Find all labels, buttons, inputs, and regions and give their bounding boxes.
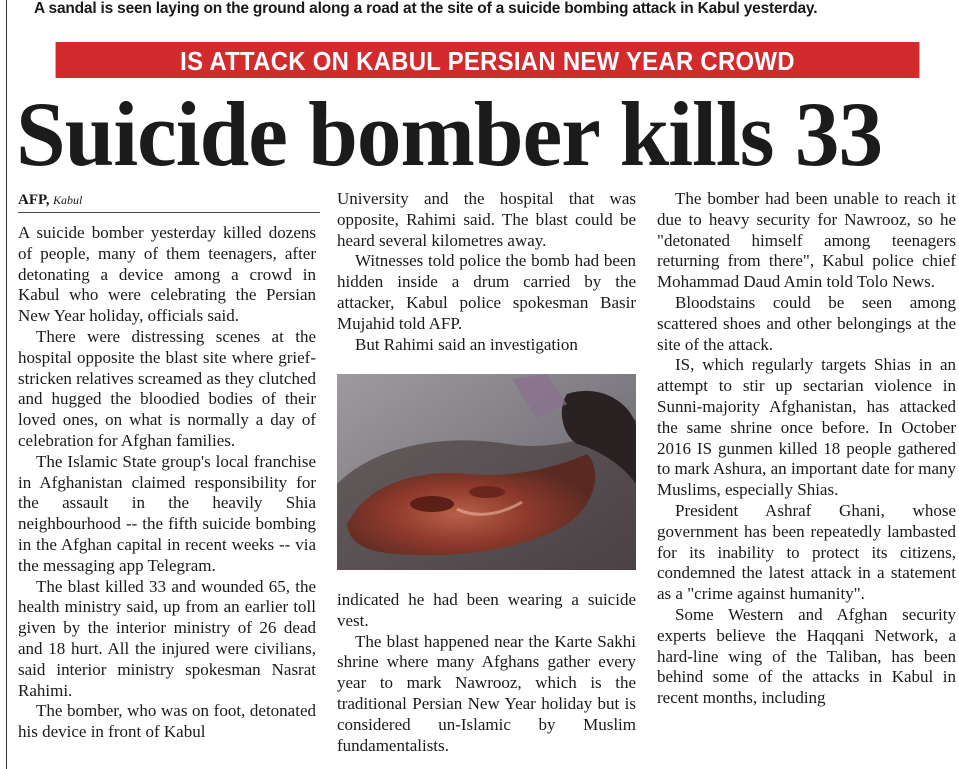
- paragraph: The blast happened near the Karte Sakhi shrine where many Afghans gather every year to mark Nawrooz, which is the traditional Persian New Year holiday but is considered un-Islamic by Muslim fundamentalists.: [337, 631, 636, 755]
- photo-caption: A sandal is seen laying on the ground along a road at the site of a suicide bombing attack in Kabul yesterday.: [34, 0, 818, 17]
- kicker-banner: IS ATTACK ON KABUL PERSIAN NEW YEAR CROWD: [56, 42, 920, 78]
- paragraph: President Ashraf Ghani, whose government has been repeatedly lambasted for its inability to protect its citizens, condemned the latest attack in a statement as a "crime against humanity".: [657, 500, 956, 604]
- paragraph: Bloodstains could be seen among scattered shoes and other belongings at the site of the attack.: [657, 292, 956, 354]
- paragraph: University and the hospital that was opposite, Rahimi said. The blast could be heard several kilometres away.: [337, 189, 636, 250]
- news-photo: [337, 374, 636, 570]
- paragraph: There were distressing scenes at the hospital opposite the blast site where grief-stricken relatives screamed as they clutched and hugged the bloodied bodies of their loved ones, on what is normally a day of celebration for Afghan families.: [18, 326, 316, 450]
- article-column-1: [18, 223, 316, 769]
- paragraph: Witnesses told police the bomb had been hidden inside a drum carried by the attacker, Kabul police spokesman Basir Mujahid told AFP.: [337, 251, 636, 333]
- paragraph: A suicide bomber yesterday killed dozens of people, many of them teenagers, after detonating a device among a crowd in Kabul who were celebrating the Persian New Year holiday, officials said.: [18, 223, 316, 326]
- page-edge-rule: [6, 0, 7, 769]
- paragraph: The bomber, who was on foot, detonated his device in front of Kabul: [18, 701, 316, 742]
- paragraph: Some Western and Afghan security experts believe the Haqqani Network, a hard-line wing of the Taliban, has been behind some of the attacks in Kabul in recent months, including: [657, 604, 956, 708]
- paragraph: IS, which regularly targets Shias in an attempt to stir up sectarian violence in Sunni-majority Afghanistan, has attacked the same shrine once before. In October 2016 IS gunmen killed 18 people gathered to mark Ashura, an important date for many Muslims, especially Shias.: [657, 355, 956, 500]
- paragraph: But Rahimi said an investigation: [355, 334, 578, 354]
- paragraph: indicated he had been wearing a suicide vest.: [337, 590, 636, 630]
- paragraph: The bomber had been unable to reach it due to heavy security for Nawrooz, so he "detonated himself among teenagers returning from there", Kabul police chief Mohammad Daud Amin told Tolo News.: [657, 189, 956, 292]
- byline-agency: AFP,: [18, 192, 50, 208]
- article-column-3: [657, 189, 956, 769]
- article-column-2-bottom: [337, 590, 636, 769]
- byline-place: Kabul: [53, 193, 83, 207]
- article-column-2-top: [337, 189, 636, 357]
- byline: [18, 190, 318, 210]
- paragraph: The blast killed 33 and wounded 65, the health ministry said, up from an earlier toll given by the interior ministry of 26 dead and 18 hurt. All the injured were civilians, said interior ministry spokesman Nasrat Rahimi.: [18, 576, 316, 700]
- headline: Suicide bomber kills 33: [16, 83, 883, 185]
- byline-divider: [18, 212, 320, 213]
- paragraph: The Islamic State group's local franchise in Afghanistan claimed responsibility for the assault in the heavily Shia neighbourhood -- the fifth suicide bombing in the Afghan capital in recent weeks -- via the messaging app Telegram.: [18, 451, 316, 575]
